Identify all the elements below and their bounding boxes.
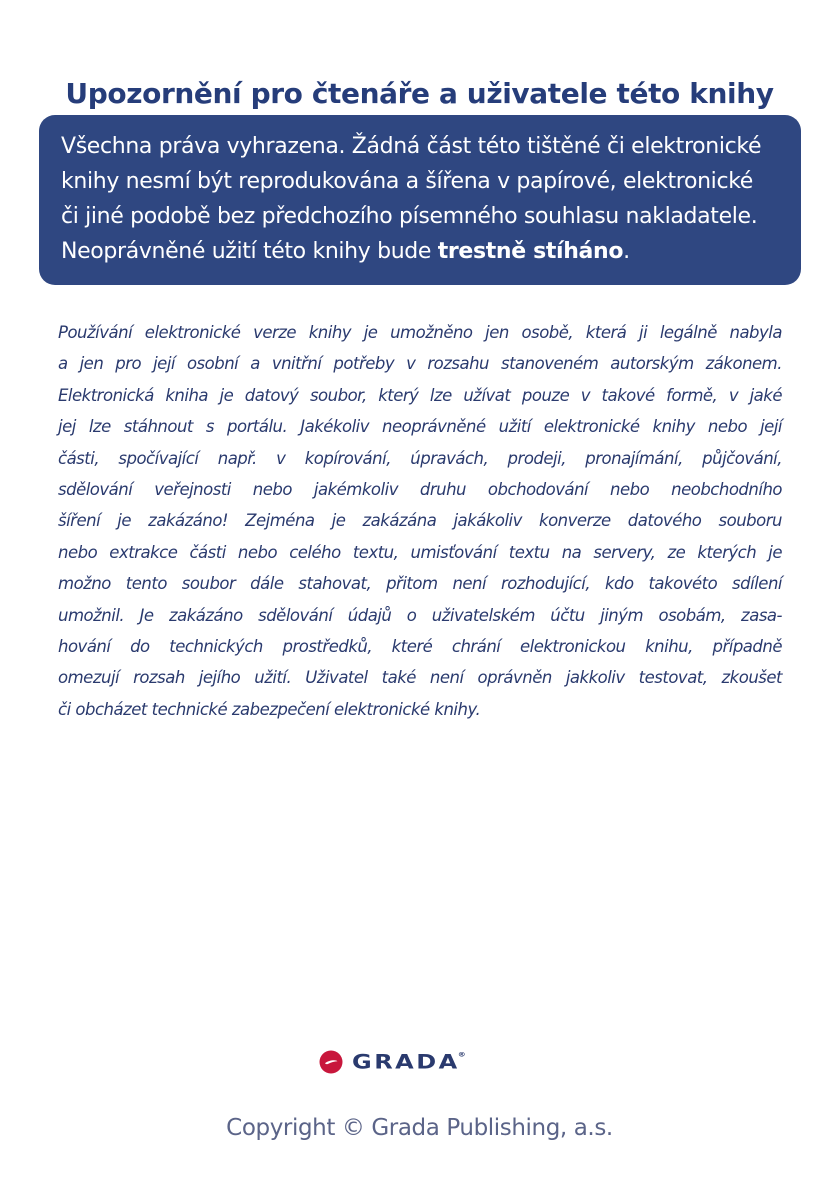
paragraph-line: či obcházet technické zabezpečení elektronické knihy.: [58, 699, 481, 719]
copyright-notice: Copyright © Grada Publishing, a.s.: [226, 1115, 613, 1141]
paragraph-line: nebo extrakce části nebo celého textu, umisťování textu na servery, ze kterých je: [58, 542, 782, 562]
paragraph-line: hování do technických prostředků, které chrání elektronickou knihu, případně: [58, 637, 782, 657]
notice-line: či jiné podobě bez předchozího písemného souhlasu nakladatele.: [61, 204, 758, 229]
paragraph-line: sdělování veřejnosti nebo jakémkoliv druhu obchodování nebo neobchodního: [58, 480, 782, 500]
grada-wordmark: GRADA: [352, 1050, 460, 1074]
notice-last-line-suffix: .: [623, 239, 630, 264]
rights-notice-box: [39, 115, 801, 285]
paragraph-line: Používání elektronické verze knihy je umožněno jen osobě, která ji legálně nabyla: [58, 323, 782, 342]
grada-logo-icon: [319, 1050, 343, 1074]
registered-mark: ®: [457, 1050, 469, 1058]
paragraph-line: Elektronická kniha je datový soubor, který lze užívat pouze v takové formě, v jaké: [58, 385, 782, 405]
paragraph-line: jej lze stáhnout s portálu. Jakékoliv neoprávněné užití elektronické knihy nebo její: [58, 417, 782, 437]
paragraph-line: možno tento soubor dále stahovat, přitom není rozhodující, kdo takovéto sdílení: [58, 574, 782, 594]
notice-last-line-prefix: Neoprávněné užití této knihy bude: [61, 239, 438, 264]
notice-emphasis: trestně stíháno: [437, 239, 624, 264]
paragraph-line: šíření je zakázáno! Zejména je zakázána jakákoliv konverze datového souboru: [58, 511, 782, 531]
grada-logo-text: [352, 1051, 468, 1074]
notice-line: knihy nesmí být reprodukována a šířena v papírové, elektronické: [61, 169, 753, 194]
notice-line: Všechna práva vyhrazena. Žádná část této tištěné či elektronické: [61, 134, 762, 159]
paragraph-line: a jen pro její osobní a vnitřní potřeby v rozsahu stanoveném autorským zákonem.: [58, 354, 782, 374]
notice-last-line: [61, 234, 781, 269]
usage-terms-paragraph: [58, 317, 782, 725]
page-title: Upozornění pro čtenáře a uživatele této knihy: [65, 76, 774, 110]
paragraph-line: části, spočívající např. v kopírování, úpravách, prodeji, pronajímání, půjčování,: [58, 448, 782, 468]
paragraph-line: umožnil. Je zakázáno sdělování údajů o uživatelském účtu jiným osobám, zasa-: [58, 605, 782, 625]
paragraph-line: omezují rozsah jejího užití. Uživatel také není oprávněn jakkoliv testovat, zkoušet: [58, 668, 782, 688]
grada-logo: [319, 1047, 468, 1077]
